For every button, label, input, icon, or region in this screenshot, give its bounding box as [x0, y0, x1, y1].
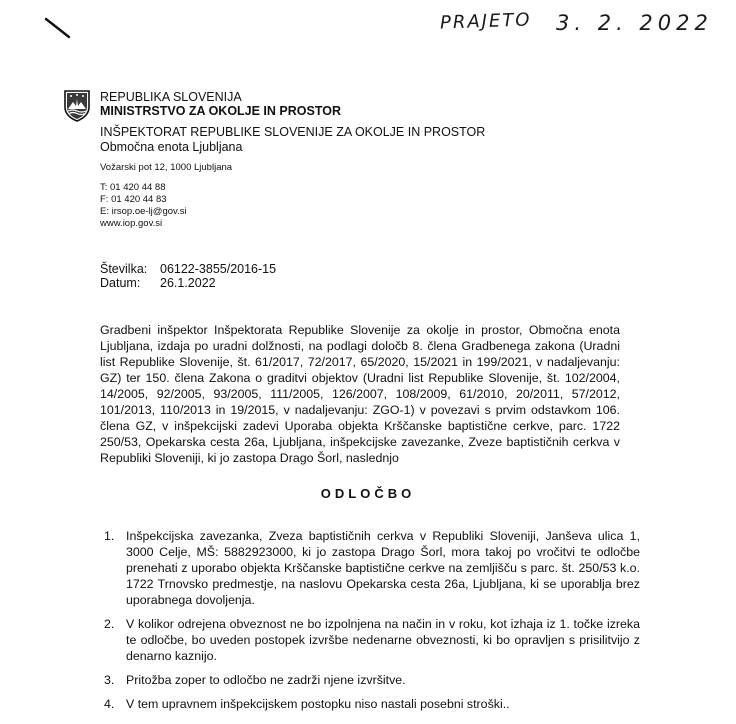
item-text: Inšpekcijska zavezanka, Zveza baptističnih cerkva v Republiki Sloveniji, Janševa ulica 1, 3000 Celje, MŠ: 5882923000, ki jo zastopa Drago Šorl, mora takoj po vročitvi te odločbe prenehati z uporabo objekta Krščanske baptistične cerkve na zemljišču s parc. št. 250/53 k.o. 1722 Trnovsko predmestje, na naslovu Opekarska cesta 26a, Ljubljana, ki se uporablja brez uporabnega dovoljenja. [126, 529, 640, 607]
pen-stroke-mark [44, 16, 72, 40]
country-name: REPUBLIKA SLOVENIJA [100, 90, 242, 104]
case-number-label: Številka: [100, 262, 148, 276]
fax: F: 01 420 44 83 [100, 194, 167, 205]
date-row [100, 276, 216, 290]
inspectorate-name: INŠPEKTORAT REPUBLIKE SLOVENIJE ZA OKOLJE IN PROSTOR [100, 125, 486, 139]
list-item [100, 696, 640, 712]
item-number: 2. [104, 617, 115, 631]
case-number-row [100, 262, 276, 276]
item-text: V kolikor odrejena obveznost ne bo izpolnjena na način in v roku, kot izhaja iz 1. točke izreka te odločbe, bo uveden postopek izvršbe nedenarne obveznosti, ki bo opravljen s prisilitvijo z denarno kaznijo. [126, 617, 640, 663]
list-item [100, 528, 640, 608]
decision-items [100, 528, 640, 720]
item-text: V tem upravnem inšpekcijskem postopku niso nastali posebni stroški.. [126, 697, 510, 711]
case-number-value: 06122-3855/2016-15 [160, 262, 277, 276]
ministry-name: MINISTRSTVO ZA OKOLJE IN PROSTOR [100, 104, 341, 118]
item-number: 3. [104, 673, 115, 687]
website: www.iop.gov.si [100, 218, 163, 229]
handwritten-date: 3. 2. 2022 [556, 11, 713, 35]
handwritten-note: PRAJETO [439, 9, 532, 34]
slovenia-coat-of-arms-icon [64, 90, 90, 122]
decision-heading: ODLOČBO [320, 486, 416, 501]
item-number: 1. [104, 529, 115, 543]
email: E: irsop.oe-lj@gov.si [100, 206, 187, 217]
intro-paragraph: Gradbeni inšpektor Inšpektorata Republike Slovenije za okolje in prostor, Območna enota Ljubljana, izdaja po uradni dolžnosti, na podlagi določb 8. člena Gradbenega zakona (Uradni list Republike Slovenije, št. 61/2017, 72/2017, 65/2020, 15/2021 in 199/2021, v nadaljevanju: GZ) ter 150. člena Zakona o graditvi objektov (Uradni list Republike Slovenije, št. 102/2004, 14/2005, 92/2005, 93/2005, 111/2005, 126/2007, 108/2009, 61/2010, 20/2011, 57/2012, 101/2013, 110/2013 in 19/2015, v nadaljevanju: ZGO-1) v povezavi s prvim odstavkom 106. člena GZ, v inšpekcijski zadevi Uporaba objekta Krščanske baptistične cerkve, parc. 1722 250/53, Opekarska cesta 26a, Ljubljana, inšpekcijske zavezanke, Zveze baptističnih cerkva v Republiki Sloveniji, ki jo zastopa Drago Šorl, naslednjo [100, 323, 620, 465]
date-label: Datum: [100, 276, 141, 290]
address: Vožarski pot 12, 1000 Ljubljana [100, 162, 233, 173]
list-item [100, 616, 640, 664]
phone: T: 01 420 44 88 [100, 182, 166, 193]
regional-unit: Območna enota Ljubljana [100, 140, 243, 154]
item-text: Pritožba zoper to odločbo ne zadrži njene izvršitve. [126, 673, 406, 687]
list-item [100, 672, 640, 688]
date-value: 26.1.2022 [160, 276, 216, 290]
item-number: 4. [104, 697, 115, 711]
